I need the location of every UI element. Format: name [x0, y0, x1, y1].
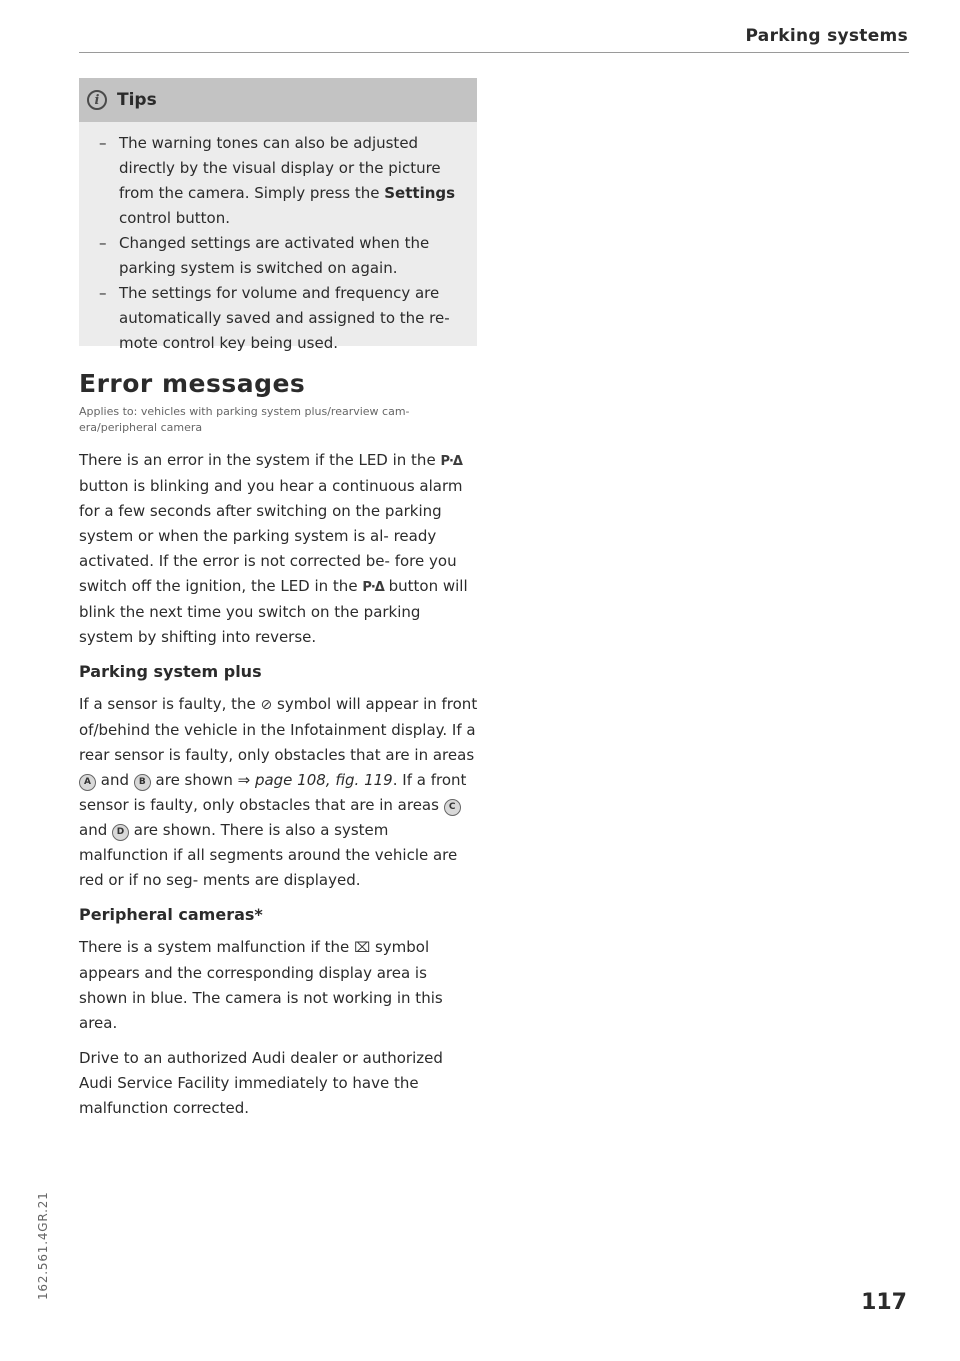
camera-fault-icon: ⌧: [354, 940, 371, 956]
tips-title: Tips: [117, 90, 157, 110]
sensor-fault-icon: ⊘: [260, 697, 273, 713]
tips-item: – The warning tones can also be adjusted directly by the visual display or the picture from the camera. Simply press the Settings control button.: [99, 131, 463, 231]
page-number: 117: [861, 1290, 907, 1315]
info-icon: i: [87, 90, 107, 110]
paragraph-peripheral-cameras: There is a system malfunction if the ⌧ symbol appears and the corresponding display area is shown in blue. The camera is not working in this area.: [79, 938, 443, 1032]
document-code: 162.561.4GR.21: [36, 1191, 50, 1300]
tips-list: [79, 122, 477, 356]
error-messages-heading: Error messages: [79, 369, 306, 398]
page-reference-link[interactable]: ⇒ page 108, fig. 119: [237, 771, 393, 789]
section-title: Parking systems: [745, 26, 908, 46]
parking-button-icon: P·Δ: [362, 580, 384, 595]
tips-item: – Changed settings are activated when the parking system is switched on again.: [99, 231, 463, 281]
paragraph-dealer-advice: Drive to an authorized Audi dealer or authorized Audi Service Facility immediately to have the malfunction corrected.: [79, 1049, 443, 1117]
area-d-marker: D: [112, 824, 129, 841]
header-rule: [79, 52, 909, 53]
tips-header: [79, 78, 477, 122]
tips-item: – The settings for volume and frequency are automatically saved and assigned to the re- mote control key being used.: [99, 281, 463, 356]
parking-button-icon: P·Δ: [440, 454, 462, 469]
main-content: [79, 366, 479, 1131]
area-b-marker: B: [134, 774, 151, 791]
paragraph-error-intro: There is an error in the system if the LED in the P·Δ button is blinking and you hear a continuous alarm for a few seconds after switching on the parking system or when the parking system is al- ready activated. If the error is not corrected be- fore you switch off the ignition, the LED in the P·Δ button will blink the next time you switch on the parking system by shifting into reverse.: [79, 451, 468, 646]
tips-box: [79, 78, 477, 352]
subheading-peripheral-cameras: Peripheral cameras*: [79, 905, 263, 924]
subheading-parking-system-plus: Parking system plus: [79, 662, 262, 681]
paragraph-parking-system-plus: If a sensor is faulty, the ⊘ symbol will appear in front of/behind the vehicle in the Infotainment display. If a rear sensor is faulty, only obstacles that are in areas A and B are shown ⇒ page 108, fig. 119. If a front sensor is faulty, only obstacles that are in areas C and D are shown. There is also a system malfunction if all segments around the vehicle are red or if no seg- ments are displayed.: [79, 695, 478, 889]
area-a-marker: A: [79, 774, 96, 791]
applies-to-note: Applies to: vehicles with parking system plus/rearview cam- era/peripheral camera: [79, 405, 410, 434]
area-c-marker: C: [444, 799, 461, 816]
